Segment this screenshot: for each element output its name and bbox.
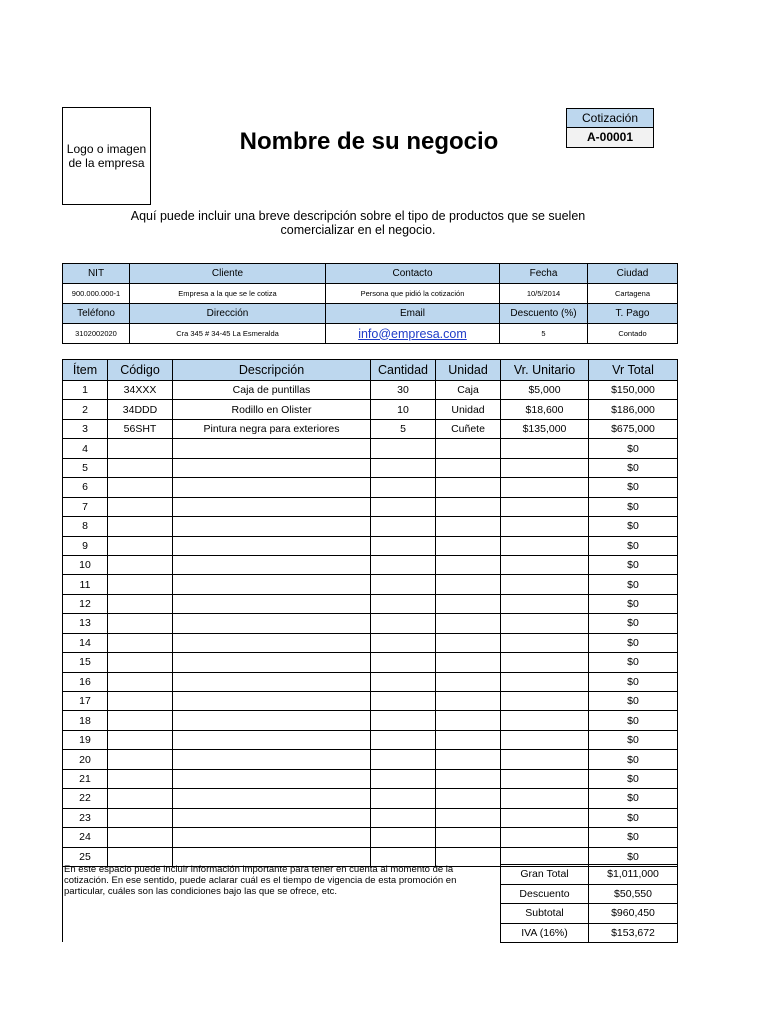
table-cell xyxy=(371,458,436,477)
table-cell xyxy=(501,497,589,516)
business-name: Nombre de su negocio xyxy=(239,128,499,155)
table-cell xyxy=(436,730,501,749)
table-cell: 23 xyxy=(63,808,108,827)
table-cell xyxy=(501,458,589,477)
items-header-cell: Código xyxy=(108,360,173,381)
table-row xyxy=(63,633,678,652)
table-cell xyxy=(173,458,371,477)
totals-table xyxy=(500,864,678,943)
table-row xyxy=(63,381,678,400)
table-cell xyxy=(108,458,173,477)
table-cell xyxy=(436,672,501,691)
table-cell xyxy=(173,808,371,827)
quote-number: A-00001 xyxy=(567,128,653,147)
table-cell xyxy=(436,692,501,711)
table-cell: 15 xyxy=(63,653,108,672)
table-cell xyxy=(501,828,589,847)
table-cell xyxy=(371,478,436,497)
table-cell: $0 xyxy=(589,847,678,866)
table-row xyxy=(63,497,678,516)
table-cell: 25 xyxy=(63,847,108,866)
table-cell xyxy=(501,672,589,691)
table-cell: $0 xyxy=(589,692,678,711)
client-info-value-row xyxy=(63,284,678,304)
table-cell: 22 xyxy=(63,789,108,808)
table-cell xyxy=(501,439,589,458)
totals-label: IVA (16%) xyxy=(501,923,589,943)
table-cell xyxy=(173,439,371,458)
table-row xyxy=(63,458,678,477)
table-cell xyxy=(108,789,173,808)
table-cell xyxy=(371,594,436,613)
table-cell: 18 xyxy=(63,711,108,730)
table-cell xyxy=(501,517,589,536)
totals-row xyxy=(501,923,678,943)
city-value: Cartagena xyxy=(588,284,678,304)
table-cell: $0 xyxy=(589,711,678,730)
items-header-cell: Cantidad xyxy=(371,360,436,381)
table-cell: 16 xyxy=(63,672,108,691)
table-cell: 34XXX xyxy=(108,381,173,400)
items-header-cell: Vr Total xyxy=(589,360,678,381)
table-cell xyxy=(108,594,173,613)
table-cell xyxy=(371,653,436,672)
table-cell: 5 xyxy=(63,458,108,477)
table-cell xyxy=(501,730,589,749)
table-cell xyxy=(436,653,501,672)
table-cell xyxy=(371,536,436,555)
table-cell: Pintura negra para exteriores xyxy=(173,419,371,438)
table-row xyxy=(63,536,678,555)
table-cell: 10 xyxy=(371,400,436,419)
table-row xyxy=(63,769,678,788)
table-cell xyxy=(108,575,173,594)
table-cell: 19 xyxy=(63,730,108,749)
table-cell xyxy=(436,458,501,477)
table-cell xyxy=(501,769,589,788)
table-cell: $0 xyxy=(589,517,678,536)
table-row xyxy=(63,692,678,711)
header-cell: Teléfono xyxy=(63,304,130,324)
client-info-table xyxy=(62,263,678,344)
table-cell xyxy=(173,536,371,555)
table-cell xyxy=(501,536,589,555)
table-cell xyxy=(436,517,501,536)
table-cell: Rodillo en Olister xyxy=(173,400,371,419)
totals-value: $153,672 xyxy=(589,923,678,943)
table-cell: $0 xyxy=(589,536,678,555)
table-cell: 21 xyxy=(63,769,108,788)
notes-text: En este espacio puede incluir información importante para tener en cuenta al momento de la cotización. En ese sentido, puede aclarar cuál es el tiempo de vigencia de esta promoción en particular, cuáles son las condiciones bajo las que se ofrece, etc. xyxy=(62,864,498,942)
client-info-header-row xyxy=(63,304,678,324)
table-row xyxy=(63,419,678,438)
client-info-value-row xyxy=(63,324,678,344)
table-cell: $0 xyxy=(589,594,678,613)
items-body xyxy=(63,360,678,867)
totals-row xyxy=(501,884,678,904)
table-cell: $5,000 xyxy=(501,381,589,400)
table-cell xyxy=(436,614,501,633)
table-cell xyxy=(108,497,173,516)
table-cell xyxy=(436,769,501,788)
totals-row xyxy=(501,904,678,924)
table-cell xyxy=(371,711,436,730)
table-cell xyxy=(108,633,173,652)
totals-value: $960,450 xyxy=(589,904,678,924)
table-cell xyxy=(501,692,589,711)
table-cell xyxy=(436,711,501,730)
table-cell xyxy=(108,730,173,749)
table-cell: 8 xyxy=(63,517,108,536)
table-cell xyxy=(371,828,436,847)
client-value: Empresa a la que se le cotiza xyxy=(130,284,326,304)
table-cell xyxy=(108,672,173,691)
quote-label: Cotización xyxy=(567,109,653,128)
table-row xyxy=(63,789,678,808)
items-table xyxy=(62,359,678,867)
table-cell: 30 xyxy=(371,381,436,400)
table-row xyxy=(63,594,678,613)
table-cell xyxy=(173,730,371,749)
table-cell xyxy=(173,672,371,691)
table-row xyxy=(63,653,678,672)
table-cell xyxy=(173,789,371,808)
table-cell: 7 xyxy=(63,497,108,516)
header-cell: T. Pago xyxy=(588,304,678,324)
table-cell xyxy=(501,711,589,730)
header-cell: Cliente xyxy=(130,264,326,284)
table-cell xyxy=(436,555,501,574)
table-row xyxy=(63,517,678,536)
table-cell: $0 xyxy=(589,633,678,652)
table-cell: 1 xyxy=(63,381,108,400)
table-cell xyxy=(371,808,436,827)
table-cell: Cuñete xyxy=(436,419,501,438)
table-cell: $0 xyxy=(589,575,678,594)
header-cell: Dirección xyxy=(130,304,326,324)
table-cell xyxy=(371,555,436,574)
table-cell xyxy=(173,497,371,516)
items-header-cell: Descripción xyxy=(173,360,371,381)
table-cell: 6 xyxy=(63,478,108,497)
header-cell: Fecha xyxy=(500,264,588,284)
table-cell: $0 xyxy=(589,439,678,458)
table-cell: 4 xyxy=(63,439,108,458)
date-value: 10/5/2014 xyxy=(500,284,588,304)
table-cell xyxy=(173,575,371,594)
table-cell xyxy=(108,769,173,788)
table-row xyxy=(63,575,678,594)
table-cell xyxy=(108,653,173,672)
table-cell xyxy=(173,750,371,769)
table-cell: 24 xyxy=(63,828,108,847)
table-row xyxy=(63,555,678,574)
table-cell xyxy=(173,711,371,730)
logo-placeholder-text: Logo o imagen de la empresa xyxy=(66,142,147,170)
table-cell xyxy=(108,478,173,497)
table-cell xyxy=(501,555,589,574)
table-cell xyxy=(436,575,501,594)
table-cell: $0 xyxy=(589,458,678,477)
table-row xyxy=(63,808,678,827)
email-link[interactable]: info@empresa.com xyxy=(326,324,500,344)
table-cell xyxy=(371,517,436,536)
table-row xyxy=(63,439,678,458)
table-cell xyxy=(173,633,371,652)
table-cell xyxy=(501,594,589,613)
table-cell xyxy=(371,730,436,749)
table-cell: $0 xyxy=(589,672,678,691)
table-row xyxy=(63,750,678,769)
header-cell: Descuento (%) xyxy=(500,304,588,324)
contact-value: Persona que pidió la cotización xyxy=(326,284,500,304)
table-cell xyxy=(108,808,173,827)
table-cell: $0 xyxy=(589,750,678,769)
totals-label: Subtotal xyxy=(501,904,589,924)
table-cell xyxy=(173,653,371,672)
table-cell xyxy=(371,497,436,516)
table-cell xyxy=(173,594,371,613)
table-cell: Unidad xyxy=(436,400,501,419)
table-cell xyxy=(436,439,501,458)
table-cell xyxy=(436,594,501,613)
table-cell: $0 xyxy=(589,555,678,574)
table-cell: 2 xyxy=(63,400,108,419)
table-cell: 11 xyxy=(63,575,108,594)
table-cell xyxy=(501,478,589,497)
header-cell: NIT xyxy=(63,264,130,284)
table-cell: 14 xyxy=(63,633,108,652)
quote-box xyxy=(566,108,654,148)
table-cell: 10 xyxy=(63,555,108,574)
table-cell xyxy=(436,750,501,769)
table-row xyxy=(63,478,678,497)
table-cell xyxy=(173,769,371,788)
business-description: Aquí puede incluir una breve descripción sobre el tipo de productos que se suelen comercializar en el negocio. xyxy=(130,209,586,237)
table-cell xyxy=(371,750,436,769)
phone-value: 3102002020 xyxy=(63,324,130,344)
table-cell xyxy=(173,692,371,711)
table-cell xyxy=(436,633,501,652)
table-cell xyxy=(371,789,436,808)
address-value: Cra 345 # 34-45 La Esmeralda xyxy=(130,324,326,344)
table-cell: $186,000 xyxy=(589,400,678,419)
table-cell: 34DDD xyxy=(108,400,173,419)
table-cell: 56SHT xyxy=(108,419,173,438)
table-cell xyxy=(108,439,173,458)
table-cell xyxy=(501,614,589,633)
table-cell: $0 xyxy=(589,769,678,788)
table-cell xyxy=(173,517,371,536)
totals-row xyxy=(501,865,678,885)
table-cell xyxy=(436,808,501,827)
table-cell: 20 xyxy=(63,750,108,769)
table-cell: $0 xyxy=(589,497,678,516)
table-row xyxy=(63,672,678,691)
table-cell: 5 xyxy=(371,419,436,438)
table-cell xyxy=(371,439,436,458)
table-cell xyxy=(501,633,589,652)
table-cell: $0 xyxy=(589,478,678,497)
table-cell xyxy=(436,536,501,555)
table-cell: 9 xyxy=(63,536,108,555)
table-cell xyxy=(108,711,173,730)
items-header-row xyxy=(63,360,678,381)
table-cell xyxy=(108,828,173,847)
table-cell xyxy=(501,653,589,672)
header-cell: Contacto xyxy=(326,264,500,284)
table-cell: 3 xyxy=(63,419,108,438)
table-cell xyxy=(371,575,436,594)
table-cell xyxy=(371,769,436,788)
client-info-header-row xyxy=(63,264,678,284)
table-cell: $135,000 xyxy=(501,419,589,438)
table-cell xyxy=(501,575,589,594)
table-cell: $150,000 xyxy=(589,381,678,400)
table-cell xyxy=(108,750,173,769)
table-row xyxy=(63,614,678,633)
table-cell: $0 xyxy=(589,730,678,749)
discount-value: 5 xyxy=(500,324,588,344)
totals-label: Descuento xyxy=(501,884,589,904)
table-cell xyxy=(173,555,371,574)
table-cell: $675,000 xyxy=(589,419,678,438)
table-cell: Caja xyxy=(436,381,501,400)
table-cell xyxy=(173,614,371,633)
table-cell xyxy=(371,672,436,691)
table-cell xyxy=(371,614,436,633)
table-cell xyxy=(501,789,589,808)
table-cell: 13 xyxy=(63,614,108,633)
table-cell xyxy=(436,497,501,516)
items-header-cell: Vr. Unitario xyxy=(501,360,589,381)
table-cell xyxy=(436,828,501,847)
table-cell xyxy=(108,517,173,536)
table-cell: 17 xyxy=(63,692,108,711)
table-cell: $0 xyxy=(589,614,678,633)
totals-value: $1,011,000 xyxy=(589,865,678,885)
table-cell xyxy=(108,536,173,555)
nit-value: 900.000.000-1 xyxy=(63,284,130,304)
table-cell: $0 xyxy=(589,808,678,827)
totals-value: $50,550 xyxy=(589,884,678,904)
totals-label: Gran Total xyxy=(501,865,589,885)
table-cell xyxy=(108,555,173,574)
table-cell: $18,600 xyxy=(501,400,589,419)
table-cell: Caja de puntillas xyxy=(173,381,371,400)
table-cell: $0 xyxy=(589,653,678,672)
table-cell: $0 xyxy=(589,828,678,847)
table-row xyxy=(63,828,678,847)
table-cell xyxy=(436,478,501,497)
payment-value: Contado xyxy=(588,324,678,344)
table-cell xyxy=(371,692,436,711)
items-header-cell: Unidad xyxy=(436,360,501,381)
table-cell: 12 xyxy=(63,594,108,613)
table-cell xyxy=(501,808,589,827)
table-cell xyxy=(501,750,589,769)
table-row xyxy=(63,730,678,749)
table-cell xyxy=(173,828,371,847)
table-cell xyxy=(108,614,173,633)
table-cell xyxy=(173,478,371,497)
table-cell xyxy=(108,692,173,711)
table-row xyxy=(63,711,678,730)
table-cell: $0 xyxy=(589,789,678,808)
header-cell: Email xyxy=(326,304,500,324)
logo-placeholder xyxy=(62,107,151,205)
header-cell: Ciudad xyxy=(588,264,678,284)
table-cell xyxy=(371,633,436,652)
table-row xyxy=(63,400,678,419)
table-cell xyxy=(436,789,501,808)
items-header-cell: Ítem xyxy=(63,360,108,381)
